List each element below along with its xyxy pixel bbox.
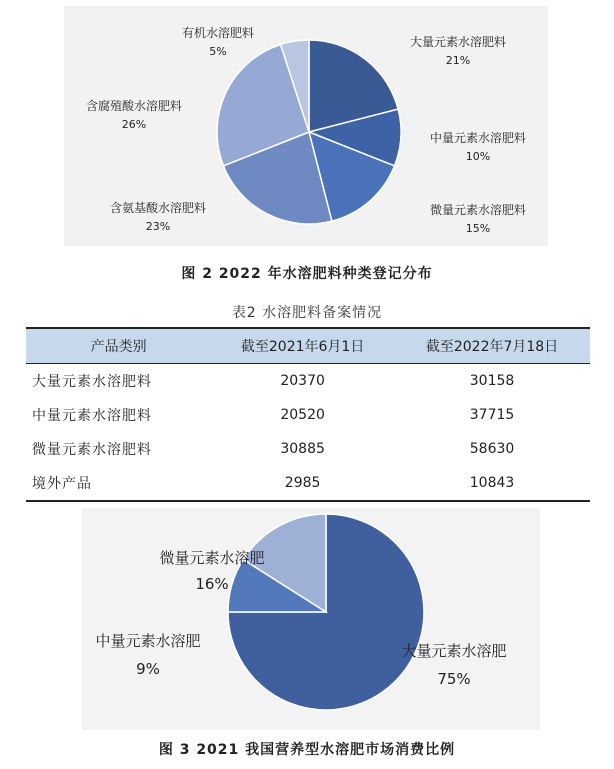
figure2-slice-label: 微量元素水溶肥料 bbox=[429, 203, 527, 217]
registration-table bbox=[26, 327, 590, 502]
table-header-row bbox=[26, 328, 590, 364]
figure2-caption: 图 2 2022 年水溶肥料种类登记分布 bbox=[181, 266, 433, 282]
figure2-slice-value: 23% bbox=[145, 220, 171, 233]
table-cell: 10843 bbox=[394, 466, 590, 501]
figure2-slice-value: 15% bbox=[465, 222, 491, 235]
figure2-slice-value: 10% bbox=[465, 150, 491, 163]
table-row bbox=[26, 398, 590, 432]
figure2-slice-label: 含腐殖酸水溶肥料 bbox=[85, 99, 183, 113]
figure3-caption: 图 3 2021 我国营养型水溶肥市场消费比例 bbox=[158, 742, 456, 758]
table-row bbox=[26, 466, 590, 501]
figure2-slice-value: 21% bbox=[445, 54, 471, 67]
figure2-slice-label: 含氨基酸水溶肥料 bbox=[109, 201, 207, 215]
figure2-slice-label: 大量元素水溶肥料 bbox=[409, 35, 507, 49]
table-cell: 30158 bbox=[469, 373, 515, 389]
figure2-slice-value: 5% bbox=[209, 45, 227, 58]
table-cell: 2985 bbox=[211, 466, 394, 501]
table-cell: 58630 bbox=[469, 441, 515, 457]
table-cell: 微量元素水溶肥料 bbox=[32, 442, 152, 458]
table-row bbox=[26, 432, 590, 466]
table-cell: 20520 bbox=[280, 407, 325, 423]
table-cell: 37715 bbox=[469, 407, 515, 423]
figure3-slice-label: 微量元素水溶肥 bbox=[159, 549, 265, 567]
table-cell: 中量元素水溶肥料 bbox=[32, 408, 152, 424]
header-2022: 截至2022年7月18日 bbox=[394, 328, 590, 364]
table-row bbox=[26, 364, 590, 399]
figure3-slice-label: 中量元素水溶肥 bbox=[95, 632, 201, 650]
figure2-slice-value: 26% bbox=[121, 118, 147, 131]
table-cell: 20370 bbox=[280, 373, 325, 389]
table2-caption: 表2 水溶肥料备案情况 bbox=[231, 305, 383, 321]
figure2-slice-label: 中量元素水溶肥料 bbox=[429, 131, 527, 145]
figure3-slice-value: 9% bbox=[136, 660, 160, 678]
header-2021: 截至2021年6月1日 bbox=[211, 328, 394, 364]
figure3-slice-label: 大量元素水溶肥 bbox=[401, 642, 507, 660]
figure2-slice-label: 有机水溶肥料 bbox=[181, 26, 255, 40]
table-cell: 30885 bbox=[280, 441, 325, 457]
header-category: 产品类别 bbox=[26, 328, 211, 364]
figure3-slice-value: 75% bbox=[437, 670, 471, 688]
table-cell: 境外产品 bbox=[26, 466, 211, 501]
table-cell: 大量元素水溶肥料 bbox=[32, 374, 152, 390]
figure3-slice-value: 16% bbox=[195, 575, 229, 593]
